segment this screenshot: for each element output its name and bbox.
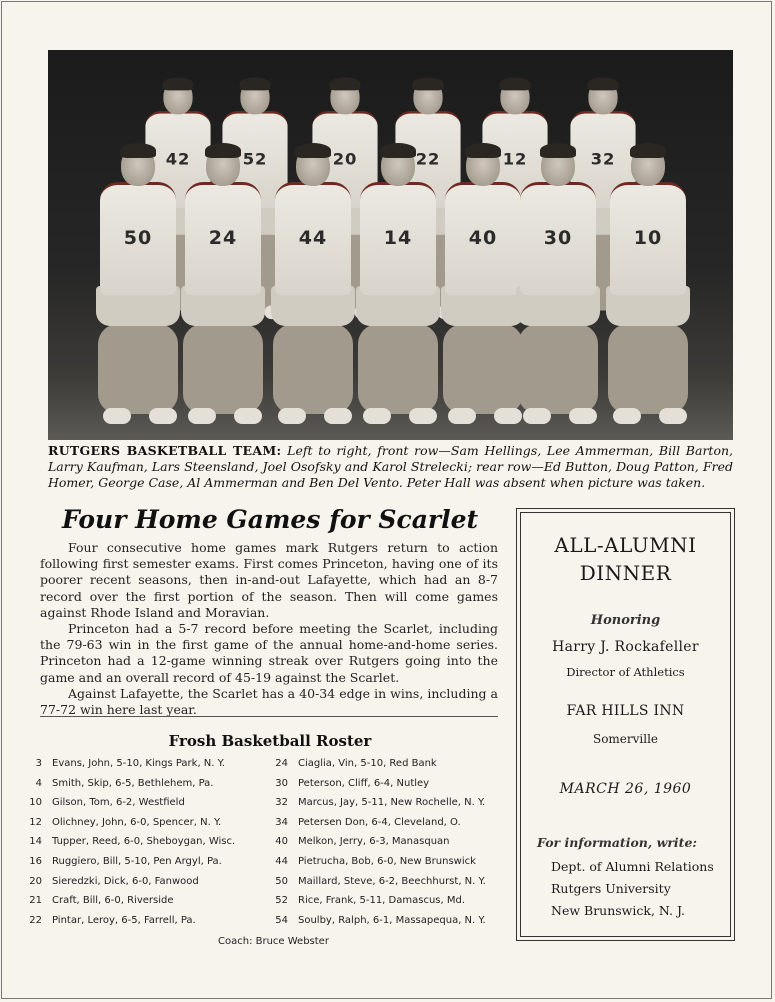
roster-row — [22, 797, 235, 817]
jersey-number: 12 — [502, 149, 528, 169]
roster-row — [22, 758, 235, 778]
player-figure — [178, 146, 268, 426]
player-hair — [500, 77, 531, 90]
roster-number: 14 — [29, 836, 42, 848]
player-hair — [630, 143, 666, 158]
roster-title: Frosh Basketball Roster — [168, 732, 372, 750]
jersey-number: 10 — [633, 227, 663, 249]
player-legs — [183, 324, 263, 414]
player-hair — [588, 77, 619, 90]
player-jersey — [610, 182, 686, 295]
player-shoe — [278, 408, 306, 424]
jersey-number: 22 — [415, 149, 441, 169]
coach-line: Coach: Bruce Webster — [218, 936, 329, 947]
roster-player: Pietrucha, Bob, 6-0, New Brunswick — [298, 855, 476, 867]
roster-player: Pintar, Leroy, 6-5, Farrell, Pa. — [52, 914, 196, 926]
player-shoe — [409, 408, 437, 424]
player-hair — [465, 143, 501, 158]
roster-player: Tupper, Reed, 6-0, Sheboygan, Wisc. — [52, 836, 236, 848]
player-legs — [273, 324, 353, 414]
honoree-title: Director of Athletics — [566, 665, 685, 679]
roster-number: 52 — [275, 895, 288, 907]
honoree-name: Harry J. Rockafeller — [552, 639, 699, 655]
dinner-announcement — [516, 508, 735, 941]
roster-player: Sieredzki, Dick, 6-0, Fanwood — [52, 875, 199, 887]
address-line: Dept. of Alumni Relations — [551, 859, 714, 874]
player-shoe — [363, 408, 391, 424]
roster-row — [22, 895, 235, 915]
player-jersey — [445, 182, 521, 295]
player-hair — [240, 77, 271, 90]
roster-number: 30 — [275, 777, 288, 789]
player-figure — [93, 146, 183, 426]
jersey-number: 14 — [383, 227, 413, 249]
player-figure — [353, 146, 443, 426]
roster-row — [268, 895, 486, 915]
player-shoe — [569, 408, 597, 424]
player-legs — [98, 324, 178, 414]
player-jersey — [360, 182, 436, 295]
roster-number: 12 — [29, 816, 42, 828]
jersey-number: 32 — [590, 149, 616, 169]
jersey-number: 30 — [543, 227, 573, 249]
roster-number: 34 — [275, 816, 288, 828]
player-jersey — [100, 182, 176, 295]
player-hair — [380, 143, 416, 158]
roster-player: Smith, Skip, 6-5, Bethlehem, Pa. — [52, 777, 214, 789]
player-figure — [513, 146, 603, 426]
roster-number: 3 — [35, 758, 42, 769]
article-paragraph: Against Lafayette, the Scarlet has a 40-34 edge in wins, including a 77-72 win here last year. — [40, 685, 498, 718]
roster-right-column — [268, 758, 486, 934]
roster-player: Olichney, John, 6-0, Spencer, N. Y. — [52, 816, 222, 828]
roster-row — [22, 817, 235, 837]
roster-row — [268, 778, 486, 798]
roster-player: Petersen Don, 6-4, Cleveland, O. — [298, 816, 461, 828]
player-hair — [205, 143, 241, 158]
roster-player: Melkon, Jerry, 6-3, Manasquan — [298, 836, 450, 848]
jersey-number: 24 — [208, 227, 238, 249]
dinner-title-line2: DINNER — [579, 561, 672, 585]
roster-number: 22 — [29, 914, 42, 926]
roster-player: Craft, Bill, 6-0, Riverside — [52, 895, 174, 907]
contact-address — [551, 856, 730, 922]
jersey-number: 40 — [468, 227, 498, 249]
venue-name: FAR HILLS INN — [566, 703, 685, 719]
roster-row — [22, 876, 235, 896]
player-legs — [358, 324, 438, 414]
roster-row — [268, 758, 486, 778]
player-figure — [268, 146, 358, 426]
player-hair — [330, 77, 361, 90]
roster-player: Maillard, Steve, 6-2, Beechhurst, N. Y. — [298, 875, 486, 887]
caption-lead: RUTGERS BASKETBALL TEAM: — [48, 443, 282, 458]
address-line: New Brunswick, N. J. — [551, 903, 686, 918]
article-headline: Four Home Games for Scarlet — [61, 505, 479, 534]
roster-player: Ruggiero, Bill, 5-10, Pen Argyl, Pa. — [52, 855, 222, 867]
article-paragraph: Princeton had a 5-7 record before meeting the Scarlet, including the 79-63 win in the first game of the annual home-and-home series. Princeton had a 12-game winning streak over Rutgers going into the game and an overall record of 45-19 against the Scarlet. — [40, 621, 498, 685]
player-shoe — [659, 408, 687, 424]
player-legs — [518, 324, 598, 414]
jersey-number: 42 — [165, 149, 191, 169]
article-body — [40, 540, 498, 718]
roster-row — [22, 915, 235, 935]
player-hair — [540, 143, 576, 158]
player-figure — [603, 146, 693, 426]
roster-left-column — [22, 758, 235, 934]
player-shoe — [448, 408, 476, 424]
team-photo — [48, 50, 733, 440]
roster-row — [268, 836, 486, 856]
dinner-title-line1: ALL-ALUMNI — [554, 533, 697, 557]
player-jersey — [520, 182, 596, 295]
photo-caption — [48, 443, 733, 491]
player-shoe — [234, 408, 262, 424]
address-line: Rutgers University — [551, 881, 671, 896]
roster-number: 32 — [275, 797, 288, 809]
jersey-number: 20 — [332, 149, 358, 169]
roster-number: 16 — [29, 855, 42, 867]
player-jersey — [275, 182, 351, 295]
player-shoe — [103, 408, 131, 424]
roster-player: Soulby, Ralph, 6-1, Massapequa, N. Y. — [298, 914, 486, 926]
roster-number: 54 — [275, 914, 288, 926]
roster-player: Evans, John, 5-10, Kings Park, N. Y. — [52, 758, 225, 769]
player-shoe — [523, 408, 551, 424]
roster-number: 21 — [29, 895, 42, 907]
jersey-number: 50 — [123, 227, 153, 249]
article-paragraph: Four consecutive home games mark Rutgers return to action following first semester exams. First comes Princeton, having one of its poorer recent seasons, then in-and-out Lafayette, which had an 8-7 record over the first portion of the season. Then will come games against Rhode Island and Moravian. — [40, 540, 498, 620]
roster-player: Rice, Frank, 5-11, Damascus, Md. — [298, 895, 466, 907]
dinner-title — [521, 531, 730, 587]
dinner-inner-frame — [520, 512, 731, 937]
player-hair — [163, 77, 194, 90]
player-hair — [120, 143, 156, 158]
roster-row — [268, 876, 486, 896]
roster-number: 10 — [29, 797, 42, 809]
player-hair — [413, 77, 444, 90]
jersey-number: 44 — [298, 227, 328, 249]
roster-number: 24 — [275, 758, 288, 769]
roster-player: Ciaglia, Vin, 5-10, Red Bank — [298, 758, 437, 769]
roster-row — [268, 817, 486, 837]
honoring-label: Honoring — [590, 613, 661, 628]
player-jersey — [185, 182, 261, 295]
roster-player: Marcus, Jay, 5-11, New Rochelle, N. Y. — [298, 797, 486, 809]
roster-number: 20 — [29, 875, 42, 887]
roster-row — [22, 836, 235, 856]
jersey-number: 52 — [242, 149, 268, 169]
roster-row — [22, 856, 235, 876]
player-shoe — [613, 408, 641, 424]
player-hair — [295, 143, 331, 158]
player-legs — [443, 324, 523, 414]
caption-text: Left to right, front row—Sam Hellings, Lee Ammerman, Bill Barton, Larry Kaufman, Lars Steensland, Joel Osofsky and Karol Strelecki; rear row—Ed Button, Doug Patton, Fred Homer, George Case, Al Ammerman and Ben Del Vento. Peter Hall was absent when picture was taken. — [48, 443, 733, 490]
roster-player: Peterson, Cliff, 6-4, Nutley — [298, 777, 430, 789]
roster-row — [268, 915, 486, 935]
roster-row — [22, 778, 235, 798]
roster-player: Gilson, Tom, 6-2, Westfield — [52, 797, 185, 809]
player-shoe — [149, 408, 177, 424]
info-label: For information, write: — [537, 835, 698, 850]
roster-row — [268, 797, 486, 817]
roster-number: 4 — [35, 777, 42, 789]
player-shoe — [188, 408, 216, 424]
player-shoe — [324, 408, 352, 424]
roster-number: 50 — [275, 875, 288, 887]
roster-number: 40 — [275, 836, 288, 848]
player-legs — [608, 324, 688, 414]
section-divider — [40, 716, 498, 717]
roster-row — [268, 856, 486, 876]
dinner-date: MARCH 26, 1960 — [559, 781, 692, 797]
roster-number: 44 — [275, 855, 288, 867]
venue-town: Somerville — [592, 732, 659, 746]
